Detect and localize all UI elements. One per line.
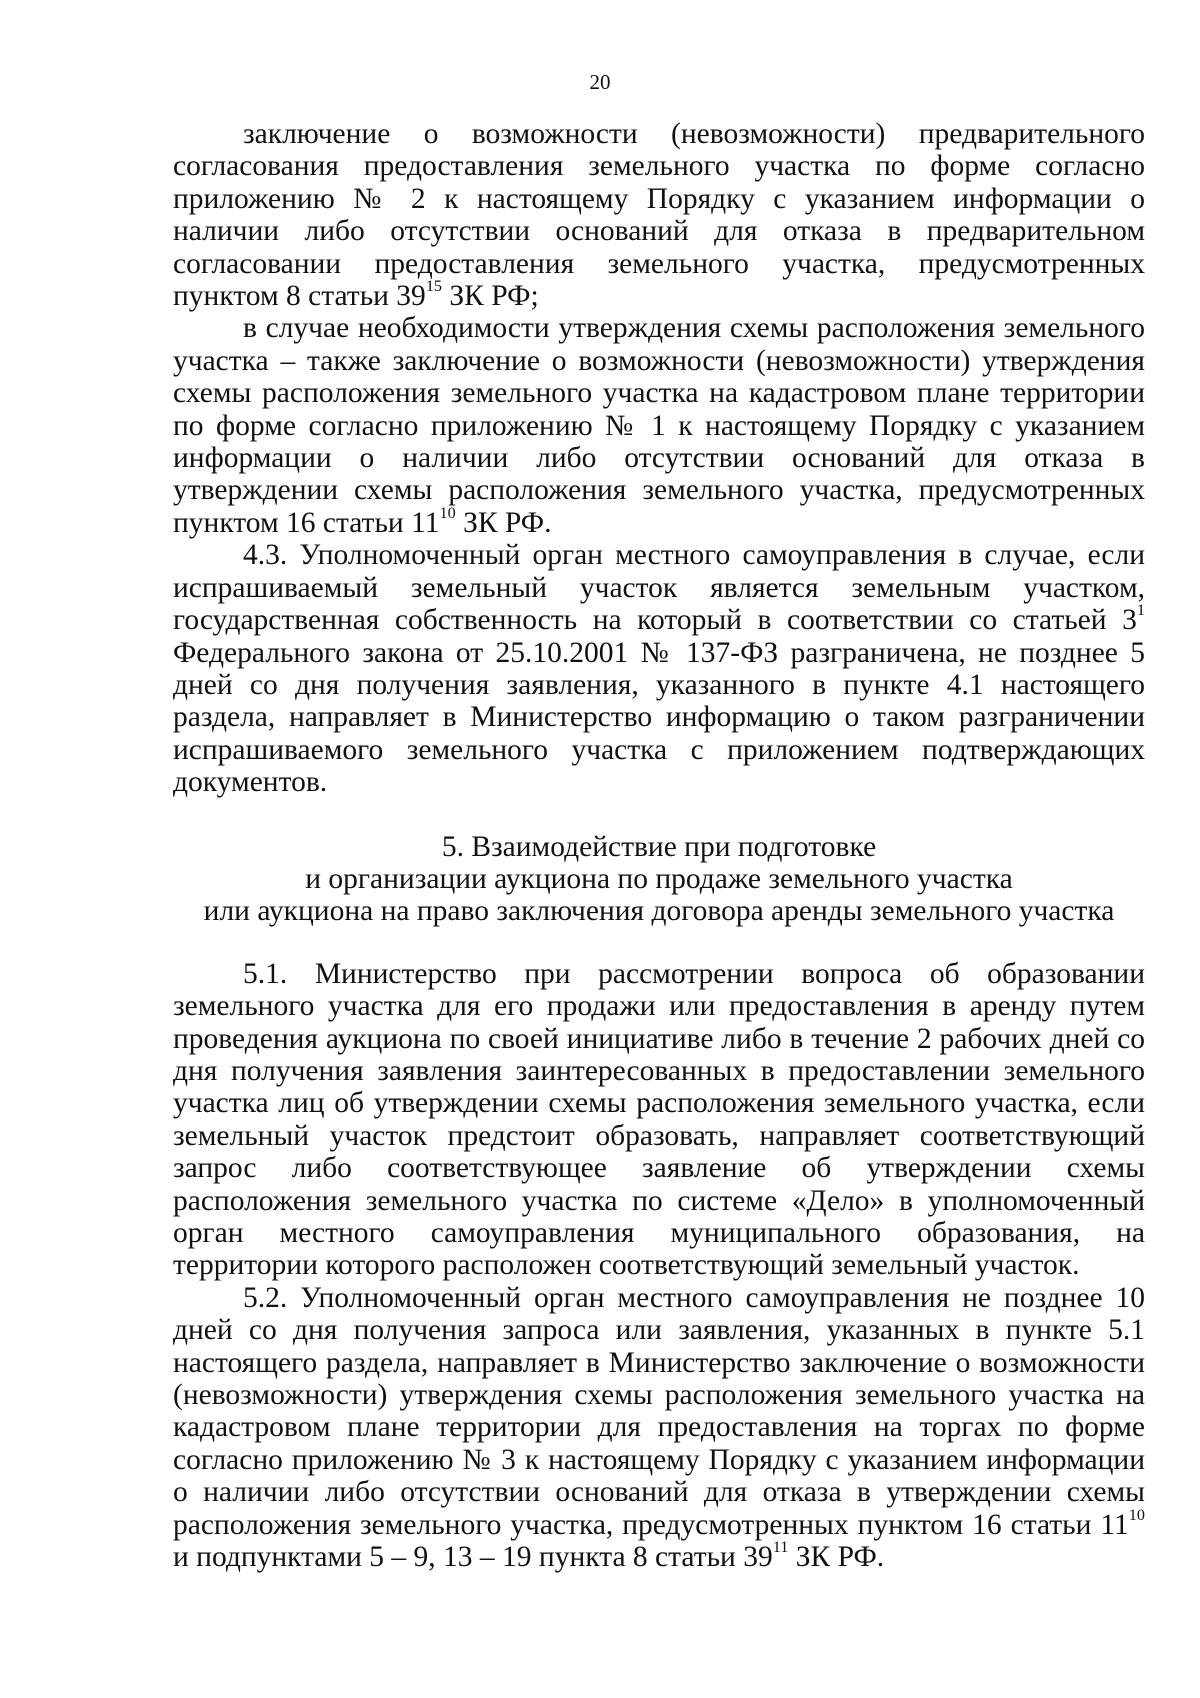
superscript: 11 <box>772 1538 789 1557</box>
superscript: 10 <box>1128 1505 1145 1524</box>
text-run: ЗК РФ; <box>442 280 539 313</box>
text-run: 5.1. Министерство при рассмотрении вопроса об образовании земельного участка для его продажи или предоставления в аренду путем проведения аукциона по своей инициативе либо в течение 2 рабочих дней со дня получения заявления заинтересованных в предоставлении земельного участка лиц об утверждении схемы расположения земельного участка, если земельный участок предстоит образовать, направляет соответствующий запрос либо соответствующее заявление об утверждении схемы расположения земельного участка по системе «Дело» в уполномоченный орган местного самоуправления муниципального образования, на территории которого расположен соответствующий земельный участок. <box>173 957 1145 1282</box>
superscript: 15 <box>425 277 443 296</box>
superscript: 1 <box>1136 601 1145 620</box>
section-heading-line: и организации аукциона по продаже земельного участка <box>305 862 1013 895</box>
paragraph <box>173 539 1145 798</box>
page-number: 20 <box>589 70 611 94</box>
paragraph-group-top <box>173 118 1145 799</box>
text-run: и подпунктами 5 – 9, 13 – 19 пункта 8 статьи 39 <box>173 1541 773 1574</box>
paragraph <box>173 118 1145 312</box>
paragraph <box>173 1282 1145 1574</box>
section-heading-line: или аукциона на право заключения договора аренды земельного участка <box>203 895 1115 928</box>
text-run: заключение о возможности (невозможности) предварительного согласования предоставления земельного участка по форме согласно приложению № 2 к настоящему Порядку с указанием информации о наличии либо отсутствии оснований для отказа в предварительном согласовании предоставления земельного участка, предусмотренных пунктом 8 статьи 39 <box>173 118 1145 313</box>
paragraph <box>173 958 1145 1282</box>
document-body <box>173 118 1145 1573</box>
paragraph-group-bottom <box>173 958 1145 1574</box>
section-heading-line: 5. Взаимодействие при подготовке <box>441 830 877 863</box>
section-heading <box>173 831 1145 928</box>
superscript: 10 <box>439 504 456 523</box>
text-run: ЗК РФ. <box>788 1541 885 1574</box>
text-run: в случае необходимости утверждения схемы расположения земельного участка – также заключение о возможности (невозможности) утверждения схемы расположения земельного участка на кадастровом плане территории по форме согласно приложению № 1 к настоящему Порядку с указанием информации о наличии либо отсутствии оснований для отказа в утверждении схемы расположения земельного участка, предусмотренных пунктом 16 статьи 11 <box>173 312 1145 539</box>
paragraph <box>173 312 1145 539</box>
text-run: 5.2. Уполномоченный орган местного самоуправления не позднее 10 дней со дня получения запроса или заявления, указанных в пункте 5.1 настоящего раздела, направляет в Министерство заключение о возможности (невозможности) утверждения схемы расположения земельного участка на кадастровом плане территории для предоставления на торгах по форме согласно приложению № 3 к настоящему Порядку с указанием информации о наличии либо отсутствии оснований для отказа в утверждении схемы расположения земельного участка, предусмотренных пунктом 16 статьи 11 <box>173 1281 1145 1541</box>
text-run: 4.3. Уполномоченный орган местного самоуправления в случае, если испрашиваемый земельный участок является земельным участком, государственная собственность на который в соответствии со статьей 3 <box>173 539 1145 637</box>
text-run: ЗК РФ. <box>455 506 552 539</box>
text-run: Федерального закона от 25.10.2001 № 137-ФЗ разграничена, не позднее 5 дней со дня получения заявления, указанного в пункте 4.1 настоящего раздела, направляет в Министерство информацию о таком разграничении испрашиваемого земельного участка с приложением подтверждающих документов. <box>173 636 1145 799</box>
